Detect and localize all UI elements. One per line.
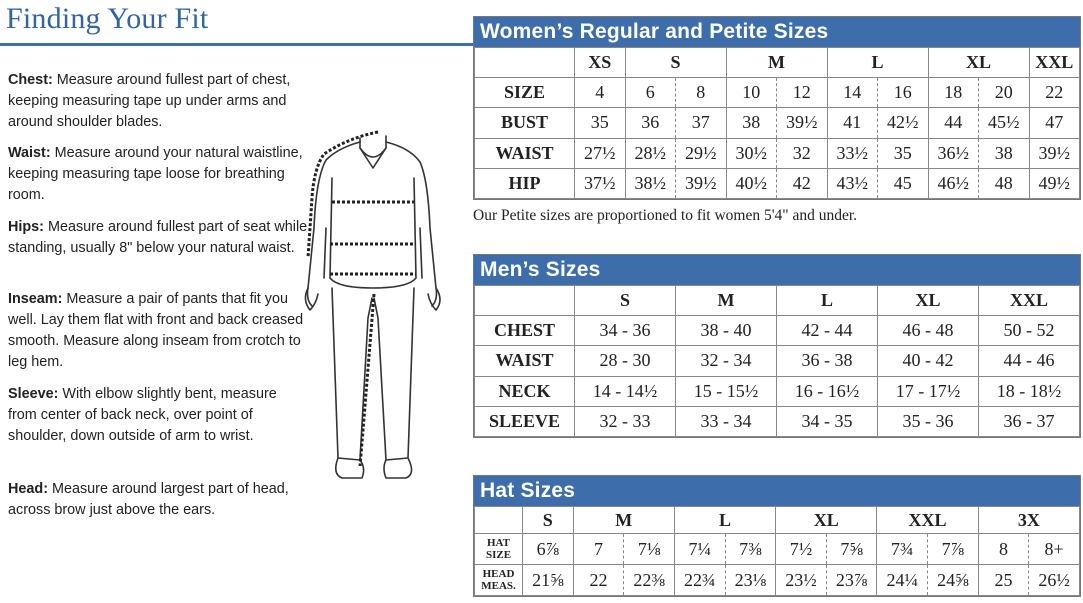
table-cell: 22 (1029, 78, 1080, 108)
table-cell: 48 (979, 168, 1030, 198)
instruction-head (8, 479, 308, 521)
table-cell: 14 - 14½ (575, 376, 676, 406)
table-cell: 18 - 18½ (979, 376, 1080, 406)
table-cell: 7⅛ (624, 534, 675, 565)
instruction-waist (8, 143, 308, 206)
table-row (475, 316, 1080, 346)
instruction-hips (8, 217, 308, 259)
mens-size-title: Men’s Sizes (474, 255, 1080, 285)
table-cell: 45½ (979, 108, 1030, 138)
table-corner-cell (475, 48, 575, 78)
row-label: SLEEVE (475, 406, 575, 436)
hat-size-title: Hat Sizes (474, 476, 1080, 506)
size-group-header: XXL (1029, 48, 1080, 78)
table-row (475, 346, 1080, 376)
table-cell: 7 (573, 534, 624, 565)
petite-note: Our Petite sizes are proportioned to fit women 5'4" and under. (473, 207, 858, 224)
table-cell: 26½ (1029, 565, 1080, 596)
size-group-header: 3X (978, 507, 1079, 534)
table-cell: 27½ (575, 138, 626, 168)
title-divider (0, 43, 474, 46)
table-cell: 22 (573, 565, 624, 596)
table-cell: 17 - 17½ (878, 376, 979, 406)
table-cell: 36 - 38 (777, 346, 878, 376)
table-cell: 23⅛ (725, 565, 776, 596)
table-cell: 37½ (575, 168, 626, 198)
table-cell: 4 (575, 78, 626, 108)
table-row (475, 406, 1080, 436)
table-cell: 24¼ (877, 565, 928, 596)
table-cell: 41 (827, 108, 878, 138)
instruction-text: Measure around your natural waistline, keeping measuring tape loose for breathing room. (8, 145, 303, 203)
row-label-line: SIZE (485, 549, 512, 562)
table-cell: 32 (777, 138, 828, 168)
size-group-header: XS (575, 48, 626, 78)
row-label (475, 534, 523, 565)
table-cell: 29½ (676, 138, 727, 168)
row-label: WAIST (475, 138, 575, 168)
table-cell: 38 (726, 108, 777, 138)
table-row (475, 534, 1080, 565)
instruction-label: Inseam: (8, 291, 63, 307)
table-cell: 39½ (1029, 138, 1080, 168)
table-cell: 36 - 37 (979, 406, 1080, 436)
table-cell: 25 (978, 565, 1029, 596)
table-cell: 30½ (726, 138, 777, 168)
table-cell: 7⅜ (725, 534, 776, 565)
size-header: M (676, 286, 777, 316)
instruction-text: Measure around largest part of head, across brow just above the ears. (8, 481, 289, 518)
row-label (475, 565, 523, 596)
table-corner-cell (475, 507, 523, 534)
row-label: WAIST (475, 346, 575, 376)
table-cell: 6⅞ (523, 534, 574, 565)
instruction-label: Hips: (8, 219, 44, 235)
size-header: L (777, 286, 878, 316)
row-label-line: HEAD (482, 568, 515, 581)
table-cell: 33 - 34 (676, 406, 777, 436)
table-cell: 38 (979, 138, 1030, 168)
mens-size-panel (473, 254, 1081, 438)
instruction-inseam (8, 289, 308, 373)
table-cell: 42 (777, 168, 828, 198)
size-header: S (575, 286, 676, 316)
table-cell: 42 - 44 (777, 316, 878, 346)
table-cell: 38½ (625, 168, 676, 198)
row-label: NECK (475, 376, 575, 406)
size-group-header: S (523, 507, 574, 534)
table-cell: 47 (1029, 108, 1080, 138)
table-row (475, 507, 1080, 534)
size-group-header: M (726, 48, 827, 78)
table-cell: 35 (878, 138, 929, 168)
size-header: XXL (979, 286, 1080, 316)
table-cell: 20 (979, 78, 1030, 108)
instruction-label: Waist: (8, 145, 51, 161)
size-group-header: XL (776, 507, 877, 534)
table-cell: 36½ (928, 138, 979, 168)
table-cell: 40½ (726, 168, 777, 198)
table-cell: 15 - 15½ (676, 376, 777, 406)
table-row (475, 565, 1080, 596)
mens-size-table (474, 285, 1080, 437)
size-group-header: L (674, 507, 775, 534)
table-cell: 38 - 40 (676, 316, 777, 346)
table-cell: 42½ (878, 108, 929, 138)
table-cell: 16 (878, 78, 929, 108)
table-cell: 32 - 34 (676, 346, 777, 376)
table-cell: 18 (928, 78, 979, 108)
size-group-header: M (573, 507, 674, 534)
table-cell: 24⅝ (928, 565, 979, 596)
table-cell: 7¼ (674, 534, 725, 565)
row-label: BUST (475, 108, 575, 138)
womens-size-table (474, 47, 1080, 199)
instruction-sleeve (8, 384, 308, 447)
table-cell: 8 (676, 78, 727, 108)
table-cell: 8+ (1029, 534, 1080, 565)
table-cell: 10 (726, 78, 777, 108)
table-cell: 7⅞ (928, 534, 979, 565)
table-cell: 16 - 16½ (777, 376, 878, 406)
instruction-text: Measure a pair of pants that fit you well. Lay them flat with front and back creased smooth. Measure along inseam from crotch to leg hem. (8, 291, 304, 370)
body-measurement-figure-icon (298, 118, 448, 498)
instruction-label: Sleeve: (8, 386, 59, 402)
table-cell: 28 - 30 (575, 346, 676, 376)
table-cell: 34 - 35 (777, 406, 878, 436)
table-cell: 7¾ (877, 534, 928, 565)
size-group-header: XL (928, 48, 1029, 78)
row-label-line: MEAS. (481, 580, 516, 593)
row-label: HIP (475, 168, 575, 198)
table-cell: 8 (978, 534, 1029, 565)
table-cell: 28½ (625, 138, 676, 168)
table-corner-cell (475, 286, 575, 316)
womens-size-title: Women’s Regular and Petite Sizes (474, 17, 1080, 47)
table-cell: 6 (625, 78, 676, 108)
table-cell: 32 - 33 (575, 406, 676, 436)
table-row (475, 168, 1080, 198)
row-label: SIZE (475, 78, 575, 108)
table-cell: 37 (676, 108, 727, 138)
page-title: Finding Your Fit (6, 2, 209, 35)
hat-size-panel (473, 475, 1081, 597)
table-cell: 12 (777, 78, 828, 108)
instruction-label: Chest: (8, 72, 53, 88)
table-row (475, 108, 1080, 138)
table-cell: 23½ (776, 565, 827, 596)
table-row (475, 138, 1080, 168)
table-cell: 35 (575, 108, 626, 138)
instruction-text: With elbow slightly bent, measure from center of back neck, over point of shoulder, down outside of arm to wrist. (8, 386, 277, 444)
table-row (475, 376, 1080, 406)
instruction-text: Measure around fullest part of seat while standing, usually 8" below your natural waist. (8, 219, 308, 256)
table-cell: 43½ (827, 168, 878, 198)
table-cell: 39½ (777, 108, 828, 138)
womens-size-panel (473, 16, 1081, 200)
table-cell: 23⅞ (826, 565, 877, 596)
table-cell: 22¾ (674, 565, 725, 596)
table-cell: 35 - 36 (878, 406, 979, 436)
row-label-line: HAT (486, 537, 511, 550)
instruction-label: Head: (8, 481, 48, 497)
table-cell: 36 (625, 108, 676, 138)
table-cell: 33½ (827, 138, 878, 168)
table-cell: 40 - 42 (878, 346, 979, 376)
table-cell: 49½ (1029, 168, 1080, 198)
size-group-header: S (625, 48, 726, 78)
table-cell: 21⅝ (523, 565, 574, 596)
row-label: CHEST (475, 316, 575, 346)
size-group-header: L (827, 48, 928, 78)
table-cell: 45 (878, 168, 929, 198)
size-group-header: XXL (877, 507, 978, 534)
hat-size-table (474, 506, 1080, 596)
table-cell: 7½ (776, 534, 827, 565)
table-cell: 44 (928, 108, 979, 138)
table-cell: 46 - 48 (878, 316, 979, 346)
table-cell: 7⅝ (826, 534, 877, 565)
instruction-text: Measure around fullest part of chest, keeping measuring tape up under arms and around shoulder blades. (8, 72, 291, 130)
table-row (475, 286, 1080, 316)
table-cell: 44 - 46 (979, 346, 1080, 376)
table-row (475, 78, 1080, 108)
table-cell: 22⅜ (624, 565, 675, 596)
table-cell: 39½ (676, 168, 727, 198)
table-cell: 46½ (928, 168, 979, 198)
table-cell: 14 (827, 78, 878, 108)
table-cell: 34 - 36 (575, 316, 676, 346)
instruction-chest (8, 70, 308, 133)
table-cell: 50 - 52 (979, 316, 1080, 346)
table-row (475, 48, 1080, 78)
size-header: XL (878, 286, 979, 316)
